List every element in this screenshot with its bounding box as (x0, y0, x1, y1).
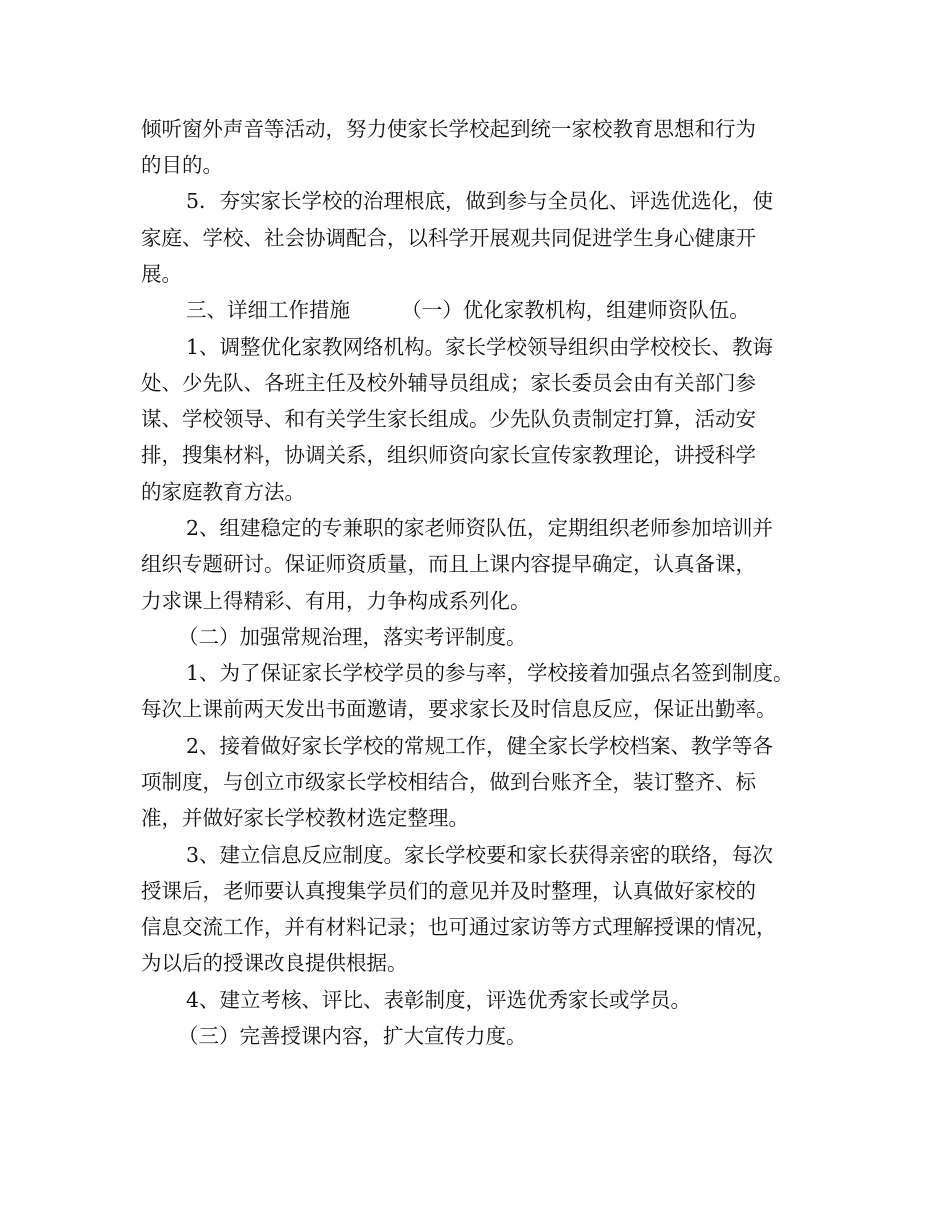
text-line: 的目的。 (141, 153, 223, 177)
text-line: 项制度，与创立市级家长学校相结合，做到台账齐全，装订整齐、标 (141, 770, 756, 794)
section-heading: （三）完善授课内容，扩大宣传力度。 (178, 1024, 527, 1048)
text-line: 的家庭教育方法。 (141, 480, 305, 504)
section-heading: （二）加强常规治理，落实考评制度。 (178, 625, 527, 649)
text-line: 为以后的授课改良提供根据。 (141, 951, 408, 975)
text-line: 3、建立信息反应制度。家长学校要和家长获得亲密的联络，每次 (186, 843, 774, 867)
text-line: 2、接着做好家长学校的常规工作，健全家长学校档案、教学等各 (186, 734, 774, 758)
text-line: 力求课上得精彩、有用，力争构成系列化。 (141, 589, 531, 613)
text-line: 2、组建稳定的专兼职的家老师资队伍，定期组织老师参加培训并 (186, 516, 774, 540)
text-line: 5．夯实家长学校的治理根底，做到参与全员化、评选优选化，使 (186, 189, 774, 213)
text-line: 处、少先队、各班主任及校外辅导员组成；家长委员会由有关部门参 (141, 371, 756, 395)
text-line: 信息交流工作，并有材料记录；也可通过家访等方式理解授课的情况， (141, 915, 777, 939)
text-line: 排，搜集材料，协调关系，组织师资向家长宣传家教理论，讲授科学 (141, 443, 756, 467)
text-line: 每次上课前两天发出书面邀请，要求家长及时信息反应，保证出勤率。 (141, 697, 777, 721)
text-line: 4、建立考核、评比、表彰制度，评选优秀家长或学员。 (186, 988, 692, 1012)
text-line: 展。 (141, 262, 182, 286)
text-line: 谋、学校领导、和有关学生家长组成。少先队负责制定打算，活动安 (141, 407, 756, 431)
text-line: 准，并做好家长学校教材选定整理。 (141, 806, 469, 830)
text-line: 倾听窗外声音等活动，努力使家长学校起到统一家校教育思想和行为 (141, 117, 756, 141)
text-line: 授课后，老师要认真搜集学员们的意见并及时整理，认真做好家校的 (141, 879, 756, 903)
section-heading: 三、详细工作措施 （一）优化家教机构，组建师资队伍。 (186, 298, 750, 322)
text-line: 家庭、学校、社会协调配合，以科学开展观共同促进学生身心健康开 (141, 226, 756, 250)
text-line: 1、调整优化家教网络机构。家长学校领导组织由学校校长、教诲 (186, 335, 774, 359)
text-line: 1、为了保证家长学校学员的参与率，学校接着加强点名签到制度。 (186, 661, 794, 685)
text-line: 组织专题研讨。保证师资质量，而且上课内容提早确定，认真备课， (141, 552, 756, 576)
